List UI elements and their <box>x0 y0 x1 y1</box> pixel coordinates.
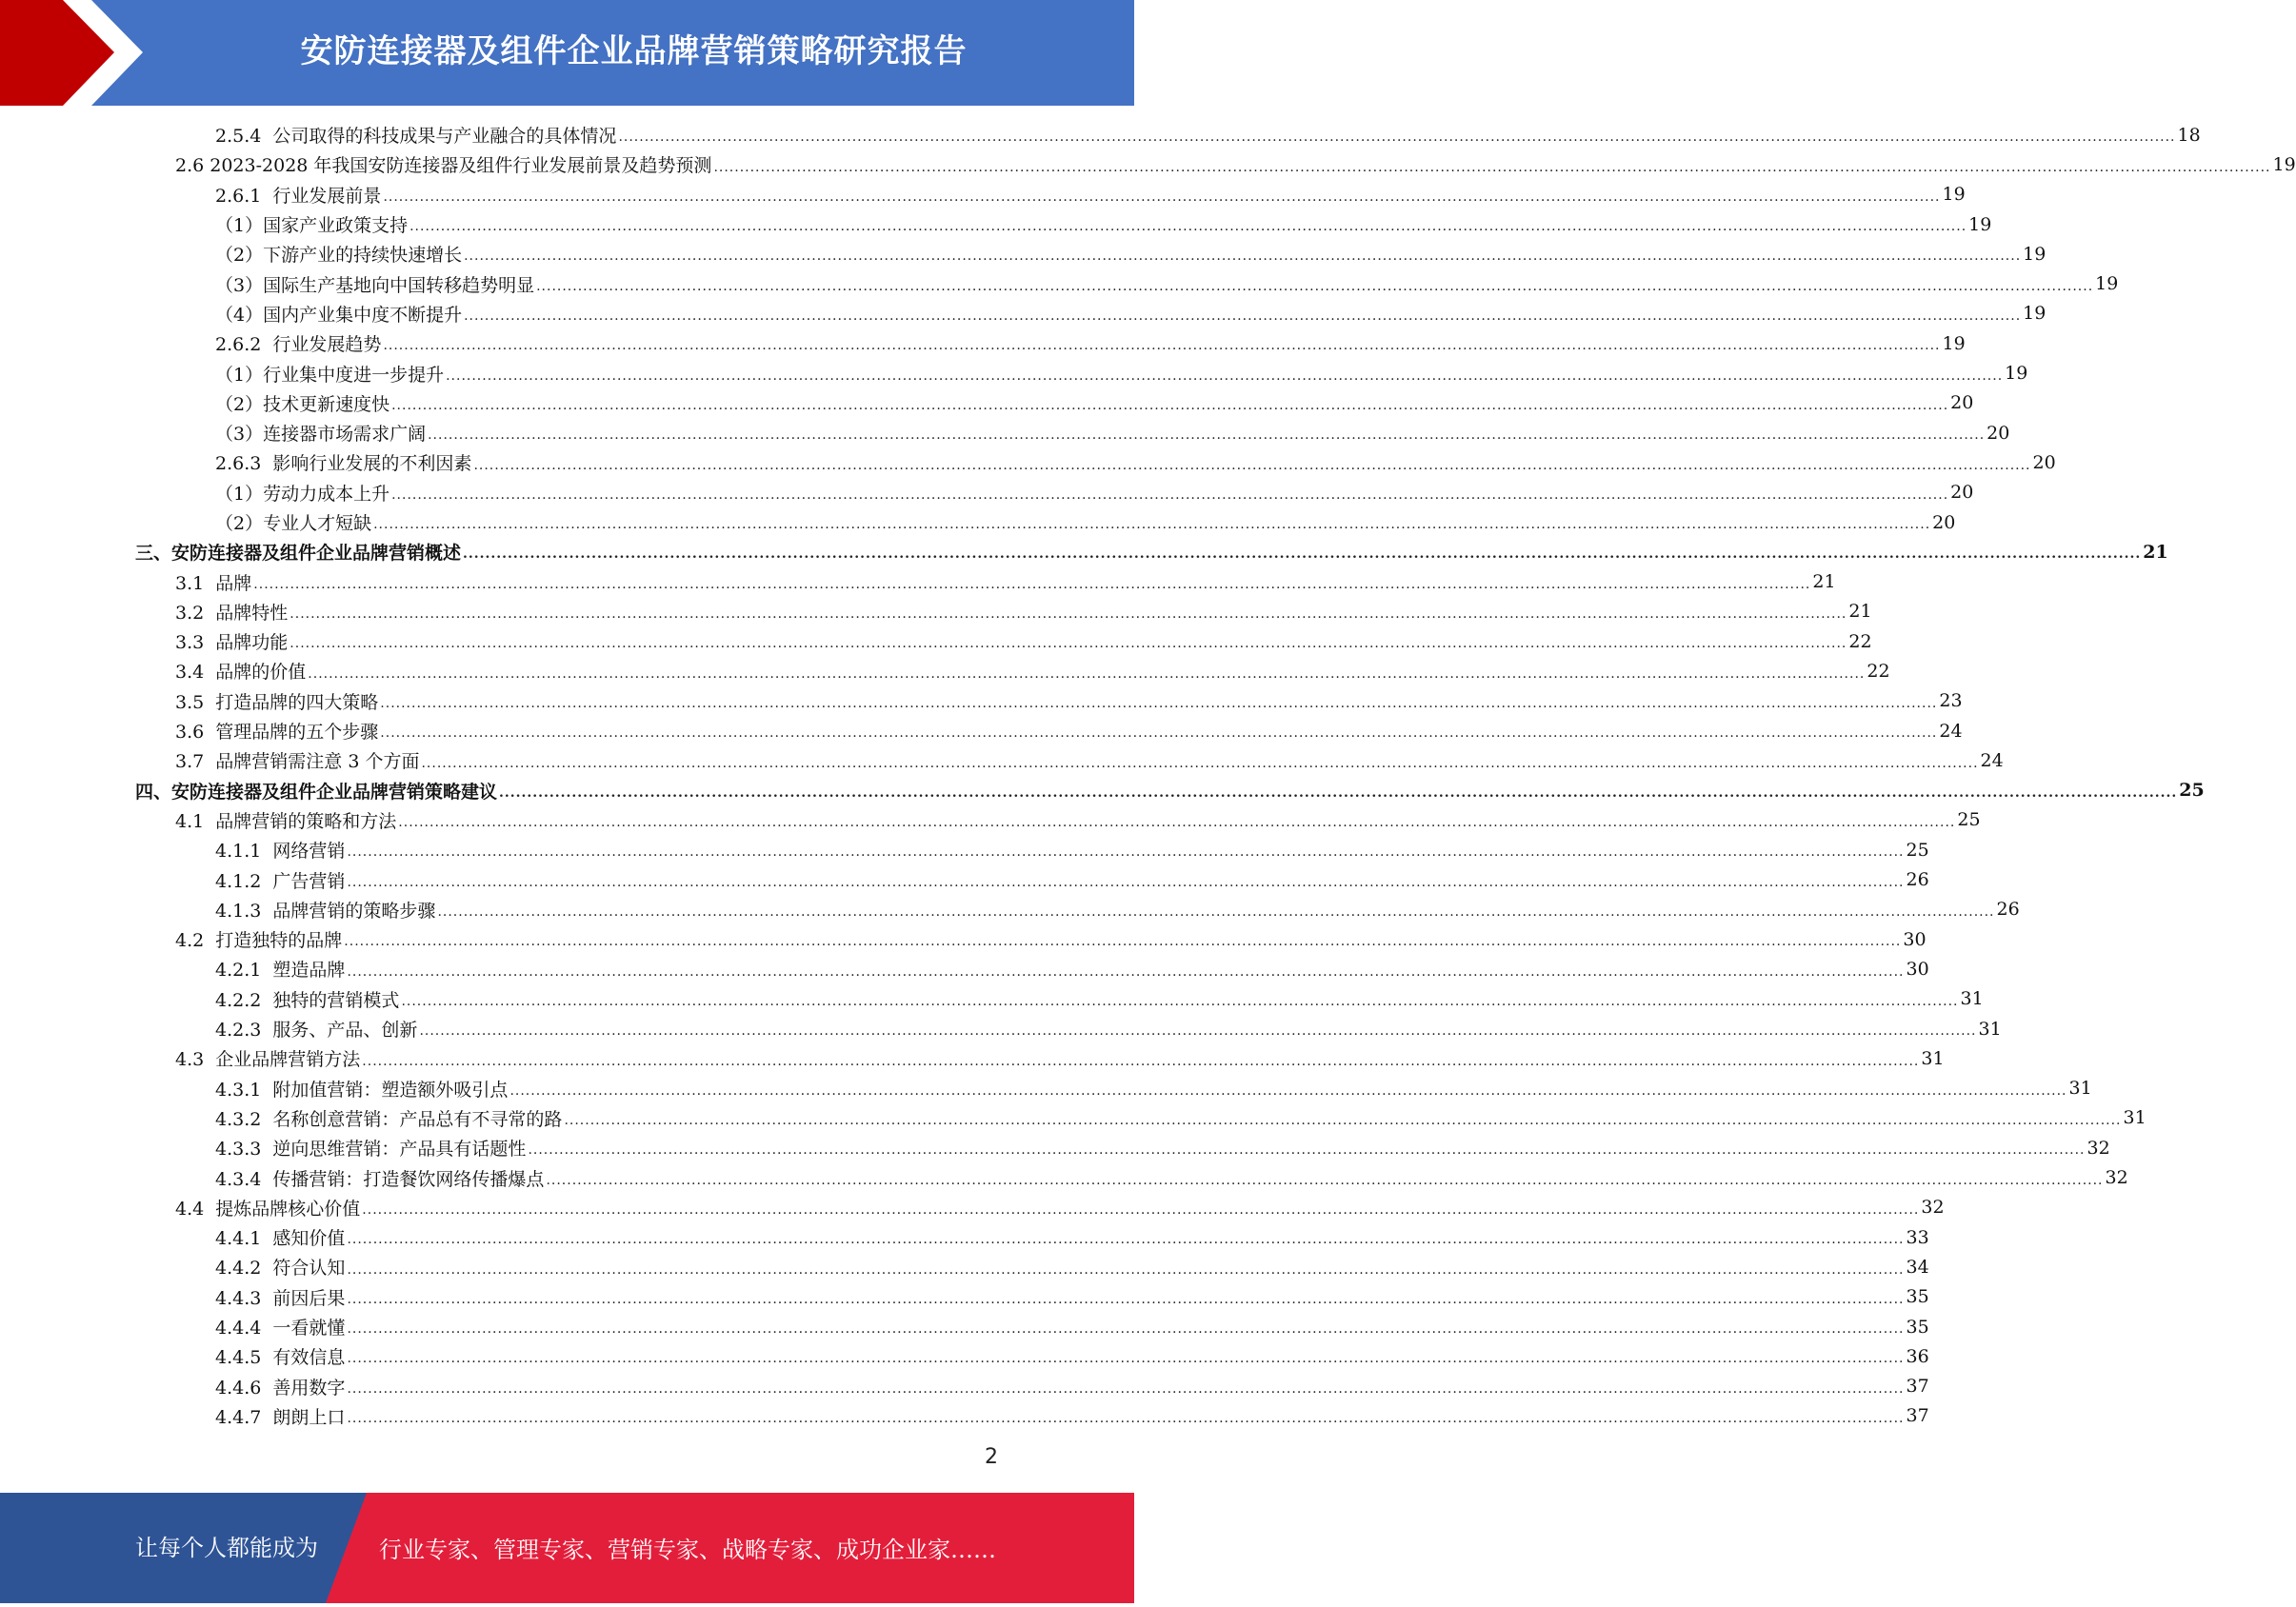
toc-entry[interactable] <box>0 180 1966 209</box>
toc-entry-page: 31 <box>1978 1018 2002 1040</box>
toc-entry-label: 4.1.1 网络营销 <box>215 841 346 863</box>
toc-entry[interactable] <box>0 537 2168 566</box>
toc-leader-dots: ............................................................................................................................................................................................................................................................................................................ <box>564 1113 2122 1129</box>
toc-leader-dots: ............................................................................................................................................................................................................................................................................................................ <box>463 546 2142 563</box>
toc-leader-dots: ............................................................................................................................................................................................................................................................................................................ <box>464 248 2022 265</box>
toc-entry-page: 20 <box>1932 511 1956 533</box>
toc-entry-page: 19 <box>1942 332 1966 354</box>
toc-entry-label: 4.2.3 服务、产品、创新 <box>215 1020 418 1042</box>
toc-entry-page: 32 <box>1921 1197 1945 1219</box>
toc-entry-page: 31 <box>1960 988 1984 1010</box>
toc-entry-page: 20 <box>1950 482 1974 504</box>
toc-entry[interactable] <box>0 1312 1929 1341</box>
toc-leader-dots: ............................................................................................................................................................................................................................................................................................................ <box>347 963 1905 980</box>
toc-leader-dots: ............................................................................................................................................................................................................................................................................................................ <box>398 815 1956 831</box>
toc-entry-page: 18 <box>2177 124 2201 146</box>
toc-entry-label: 4.3 企业品牌营销方法 <box>175 1049 361 1071</box>
toc-entry[interactable] <box>0 1371 1929 1400</box>
toc-entry-label: 三、安防连接器及组件企业品牌营销概述 <box>135 543 462 565</box>
toc-entry-label: 4.3.4 传播营销：打造餐饮网络传播爆点 <box>215 1168 545 1190</box>
toc-entry[interactable] <box>0 954 1929 983</box>
toc-leader-dots: ............................................................................................................................................................................................................................................................................................................ <box>362 1053 1920 1069</box>
toc-entry-page: 21 <box>1812 571 1836 593</box>
toc-entry[interactable] <box>0 864 1929 894</box>
toc-entry-label: 4.3.1 附加值营销：塑造额外吸引点 <box>215 1079 509 1101</box>
toc-entry-label: 4.2 打造独特的品牌 <box>175 930 343 952</box>
toc-entry-page: 19 <box>2023 243 2046 265</box>
toc-leader-dots: ............................................................................................................................................................................................................................................................................................................ <box>347 1321 1905 1338</box>
toc-entry-page: 30 <box>1903 928 1927 950</box>
toc-entry[interactable] <box>0 268 2119 298</box>
toc-entry[interactable] <box>0 776 2205 805</box>
toc-leader-dots: ............................................................................................................................................................................................................................................................................................................ <box>464 308 2022 325</box>
toc-leader-dots: ............................................................................................................................................................................................................................................................................................................ <box>383 188 1941 205</box>
toc-entry-page: 20 <box>1987 422 2010 444</box>
toc-entry[interactable] <box>0 597 1872 626</box>
toc-entry-label: （1）劳动力成本上升 <box>215 483 390 505</box>
toc-leader-dots: ............................................................................................................................................................................................................................................................................................................ <box>401 993 1959 1009</box>
toc-entry[interactable] <box>0 1103 2146 1133</box>
toc-leader-dots: ............................................................................................................................................................................................................................................................................................................ <box>618 129 2176 146</box>
toc-entry-label: 2.5.4 公司取得的科技成果与产业融合的具体情况 <box>215 126 617 148</box>
toc-entry-label: 4.1.2 广告营销 <box>215 870 346 892</box>
toc-leader-dots: ............................................................................................................................................................................................................................................................................................................ <box>380 725 1938 742</box>
toc-entry-page: 31 <box>2068 1078 2092 1100</box>
toc-entry-label: 4.4.6 善用数字 <box>215 1377 346 1399</box>
toc-entry[interactable] <box>0 1401 1929 1431</box>
toc-entry[interactable] <box>0 1282 1929 1312</box>
toc-leader-dots: ............................................................................................................................................................................................................................................................................................................ <box>391 397 1949 413</box>
toc-entry-label: 4.4.7 朗朗上口 <box>215 1406 346 1428</box>
toc-entry-label: 2.6 2023-2028 年我国安防连接器及组件行业发展前景及趋势预测 <box>175 155 712 177</box>
toc-entry-page: 22 <box>1848 630 1872 652</box>
toc-entry-label: 4.1.3 品牌营销的策略步骤 <box>215 900 436 922</box>
toc-entry[interactable] <box>0 209 1992 239</box>
toc-leader-dots: ............................................................................................................................................................................................................................................................................................................ <box>509 1082 2067 1099</box>
toc-entry[interactable] <box>0 805 1981 835</box>
toc-leader-dots: ............................................................................................................................................................................................................................................................................................................ <box>289 606 1847 623</box>
toc-entry[interactable] <box>0 656 1890 685</box>
toc-entry-label: 4.4.4 一看就懂 <box>215 1318 346 1339</box>
toc-entry-page: 19 <box>2023 303 2046 325</box>
toc-entry-page: 25 <box>2179 780 2205 802</box>
toc-entry[interactable] <box>0 418 2010 447</box>
toc-entry-label: 4.2.2 独特的营销模式 <box>215 989 400 1011</box>
toc-entry-label: （4）国内产业集中度不断提升 <box>215 304 463 326</box>
toc-leader-dots: ............................................................................................................................................................................................................................................................................................................ <box>347 1232 1905 1248</box>
toc-leader-dots: ............................................................................................................................................................................................................................................................................................................ <box>499 784 2178 801</box>
toc-entry-page: 25 <box>1957 809 1981 831</box>
toc-entry-label: （3）国际生产基地向中国转移趋势明显 <box>215 274 535 296</box>
toc-entry-page: 20 <box>2032 451 2056 473</box>
toc-entry-label: 2.6.3 影响行业发展的不利因素 <box>215 453 472 475</box>
toc-leader-dots: ............................................................................................................................................................................................................................................................................................................ <box>347 844 1905 861</box>
toc-leader-dots: ............................................................................................................................................................................................................................................................................................................ <box>437 904 1995 921</box>
toc-entry-page: 31 <box>2123 1107 2146 1129</box>
toc-entry-label: （2）技术更新速度快 <box>215 393 390 415</box>
toc-entry[interactable] <box>0 1222 1929 1252</box>
toc-leader-dots: ............................................................................................................................................................................................................................................................................................................ <box>528 1142 2086 1159</box>
toc-entry-page: 33 <box>1906 1226 1929 1248</box>
toc-entry[interactable] <box>0 388 1974 418</box>
toc-entry[interactable] <box>0 745 2004 775</box>
toc-entry[interactable] <box>0 686 1963 716</box>
toc-leader-dots: ............................................................................................................................................................................................................................................................................................................ <box>347 1411 1905 1427</box>
toc-entry-label: （3）连接器市场需求广阔 <box>215 424 427 446</box>
toc-entry-page: 37 <box>1906 1405 1929 1427</box>
toc-entry[interactable] <box>0 626 1872 656</box>
toc-entry[interactable] <box>0 1014 2002 1043</box>
toc-entry[interactable] <box>0 507 1956 537</box>
toc-leader-dots: ............................................................................................................................................................................................................................................................................................................ <box>347 1380 1905 1397</box>
toc-entry-label: （1）行业集中度进一步提升 <box>215 364 445 386</box>
toc-entry[interactable] <box>0 1074 2092 1103</box>
toc-entry-page: 19 <box>2272 153 2296 175</box>
toc-entry-label: 3.3 品牌功能 <box>175 632 289 654</box>
page-footer <box>0 1493 1134 1603</box>
toc-entry-page: 31 <box>1921 1047 1945 1069</box>
toc-entry-page: 32 <box>2086 1137 2110 1159</box>
toc-entry-page: 19 <box>1942 184 1966 206</box>
toc-leader-dots: ............................................................................................................................................................................................................................................................................................................ <box>446 367 2004 384</box>
toc-leader-dots: ............................................................................................................................................................................................................................................................................................................ <box>347 1291 1905 1307</box>
toc-entry-label: 3.4 品牌的价值 <box>175 662 307 684</box>
toc-leader-dots: ............................................................................................................................................................................................................................................................................................................ <box>347 874 1905 890</box>
toc-entry-label: 2.6.2 行业发展趋势 <box>215 334 382 356</box>
toc-entry-label: 4.4.5 有效信息 <box>215 1347 346 1369</box>
toc-leader-dots: ............................................................................................................................................................................................................................................................................................................ <box>421 755 1979 771</box>
toc-entry-label: （1）国家产业政策支持 <box>215 215 409 237</box>
page-header <box>0 0 1134 106</box>
toc-entry-page: 21 <box>2143 541 2168 563</box>
toc-entry-label: 2.6.1 行业发展前景 <box>215 185 382 207</box>
toc-entry-label: 4.3.3 逆向思维营销：产品具有话题性 <box>215 1139 527 1161</box>
toc-entry-label: 3.1 品牌 <box>175 572 252 594</box>
toc-entry-label: 3.7 品牌营销需注意 3 个方面 <box>175 751 420 773</box>
toc-leader-dots: ............................................................................................................................................................................................................................................................................................................ <box>391 486 1949 503</box>
toc-leader-dots: ............................................................................................................................................................................................................................................................................................................ <box>347 1351 1905 1367</box>
toc-entry-label: 3.2 品牌特性 <box>175 602 289 624</box>
toc-leader-dots: ............................................................................................................................................................................................................................................................................................................ <box>344 934 1902 950</box>
footer-slogan-left: 让每个人都能成为 <box>135 1535 318 1561</box>
toc-entry[interactable] <box>0 1341 1929 1371</box>
toc-entry[interactable] <box>0 299 2046 328</box>
toc-entry-label: 4.4.2 符合认知 <box>215 1258 346 1280</box>
toc-entry-page: 37 <box>1906 1376 1929 1398</box>
toc-entry-page: 24 <box>1939 720 1963 742</box>
toc-entry-label: 4.4 提炼品牌核心价值 <box>175 1198 361 1220</box>
toc-entry[interactable] <box>0 1193 1945 1222</box>
toc-entry[interactable] <box>0 328 1966 358</box>
toc-leader-dots: ............................................................................................................................................................................................................................................................................................................ <box>419 1023 1977 1040</box>
toc-entry[interactable] <box>0 239 2046 268</box>
toc-entry[interactable] <box>0 835 1929 864</box>
toc-leader-dots: ............................................................................................................................................................................................................................................................................................................ <box>347 1261 1905 1278</box>
toc-entry[interactable] <box>0 924 1927 954</box>
toc-entry-label: 4.4.1 感知价值 <box>215 1228 346 1250</box>
toc-entry[interactable] <box>0 120 2201 149</box>
toc-entry-page: 21 <box>1848 601 1872 623</box>
toc-entry-page: 26 <box>1906 869 1929 891</box>
toc-entry-page: 25 <box>1906 839 1929 861</box>
toc-entry-label: 4.1 品牌营销的策略和方法 <box>175 810 397 832</box>
toc-entry-label: （2）下游产业的持续快速增长 <box>215 245 463 267</box>
toc-leader-dots: ............................................................................................................................................................................................................................................................................................................ <box>409 219 1967 235</box>
toc-entry[interactable] <box>0 1043 1945 1073</box>
toc-leader-dots: ............................................................................................................................................................................................................................................................................................................ <box>713 159 2271 175</box>
toc-entry-page: 19 <box>2005 363 2028 385</box>
toc-entry[interactable] <box>0 984 1984 1014</box>
toc-entry-label: 四、安防连接器及组件企业品牌营销策略建议 <box>135 781 498 803</box>
toc-leader-dots: ............................................................................................................................................................................................................................................................................................................ <box>536 278 2094 294</box>
toc-entry-label: 3.5 打造品牌的四大策略 <box>175 691 379 713</box>
toc-entry[interactable] <box>0 1162 2128 1192</box>
toc-entry[interactable] <box>0 478 1974 507</box>
toc-leader-dots: ............................................................................................................................................................................................................................................................................................................ <box>373 517 1931 533</box>
toc-leader-dots: ............................................................................................................................................................................................................................................................................................................ <box>380 695 1938 711</box>
toc-entry[interactable] <box>0 358 2028 387</box>
toc-entry[interactable] <box>0 1133 2110 1162</box>
toc-entry-page: 36 <box>1906 1345 1929 1367</box>
toc-entry-page: 19 <box>1968 213 1992 235</box>
toc-entry-label: （2）专业人才短缺 <box>215 513 372 534</box>
toc-entry-page: 35 <box>1906 1316 1929 1338</box>
toc-entry-label: 4.3.2 名称创意营销：产品总有不寻常的路 <box>215 1108 563 1130</box>
toc-entry[interactable] <box>0 716 1963 745</box>
toc-entry[interactable] <box>0 447 2056 477</box>
toc-leader-dots: ............................................................................................................................................................................................................................................................................................................ <box>253 576 1811 592</box>
toc-leader-dots: ............................................................................................................................................................................................................................................................................................................ <box>383 338 1941 354</box>
footer-slogan-right: 行业专家、管理专家、营销专家、战略专家、成功企业家…… <box>379 1537 996 1563</box>
toc-entry-label: 3.6 管理品牌的五个步骤 <box>175 722 379 744</box>
toc-entry-page: 35 <box>1906 1286 1929 1308</box>
toc-entry[interactable] <box>0 149 2296 179</box>
toc-entry-page: 20 <box>1950 392 1974 414</box>
toc-entry-label: 4.2.1 塑造品牌 <box>215 960 346 982</box>
toc-entry-page: 23 <box>1939 690 1963 712</box>
table-of-contents <box>0 120 2296 1431</box>
toc-leader-dots: ............................................................................................................................................................................................................................................................................................................ <box>362 1201 1920 1218</box>
toc-entry[interactable] <box>0 566 1836 596</box>
toc-entry-page: 26 <box>1996 899 2020 921</box>
toc-leader-dots: ............................................................................................................................................................................................................................................................................................................ <box>546 1172 2104 1188</box>
toc-entry-label: 4.4.3 前因后果 <box>215 1287 346 1309</box>
toc-entry-page: 34 <box>1906 1256 1929 1278</box>
toc-entry-page: 30 <box>1906 958 1929 980</box>
toc-entry-page: 22 <box>1867 660 1890 682</box>
toc-entry[interactable] <box>0 1252 1929 1281</box>
toc-leader-dots: ............................................................................................................................................................................................................................................................................................................ <box>428 427 1986 444</box>
toc-leader-dots: ............................................................................................................................................................................................................................................................................................................ <box>289 636 1847 652</box>
toc-entry-page: 19 <box>2095 273 2119 295</box>
report-title: 安防连接器及组件企业品牌营销策略研究报告 <box>300 32 968 70</box>
toc-entry[interactable] <box>0 895 2020 924</box>
toc-leader-dots: ............................................................................................................................................................................................................................................................................................................ <box>473 457 2031 473</box>
page-number: 2 <box>985 1445 998 1469</box>
toc-entry-page: 32 <box>2105 1167 2128 1189</box>
toc-entry-page: 24 <box>1980 749 2004 771</box>
toc-leader-dots: ............................................................................................................................................................................................................................................................................................................ <box>308 665 1866 682</box>
